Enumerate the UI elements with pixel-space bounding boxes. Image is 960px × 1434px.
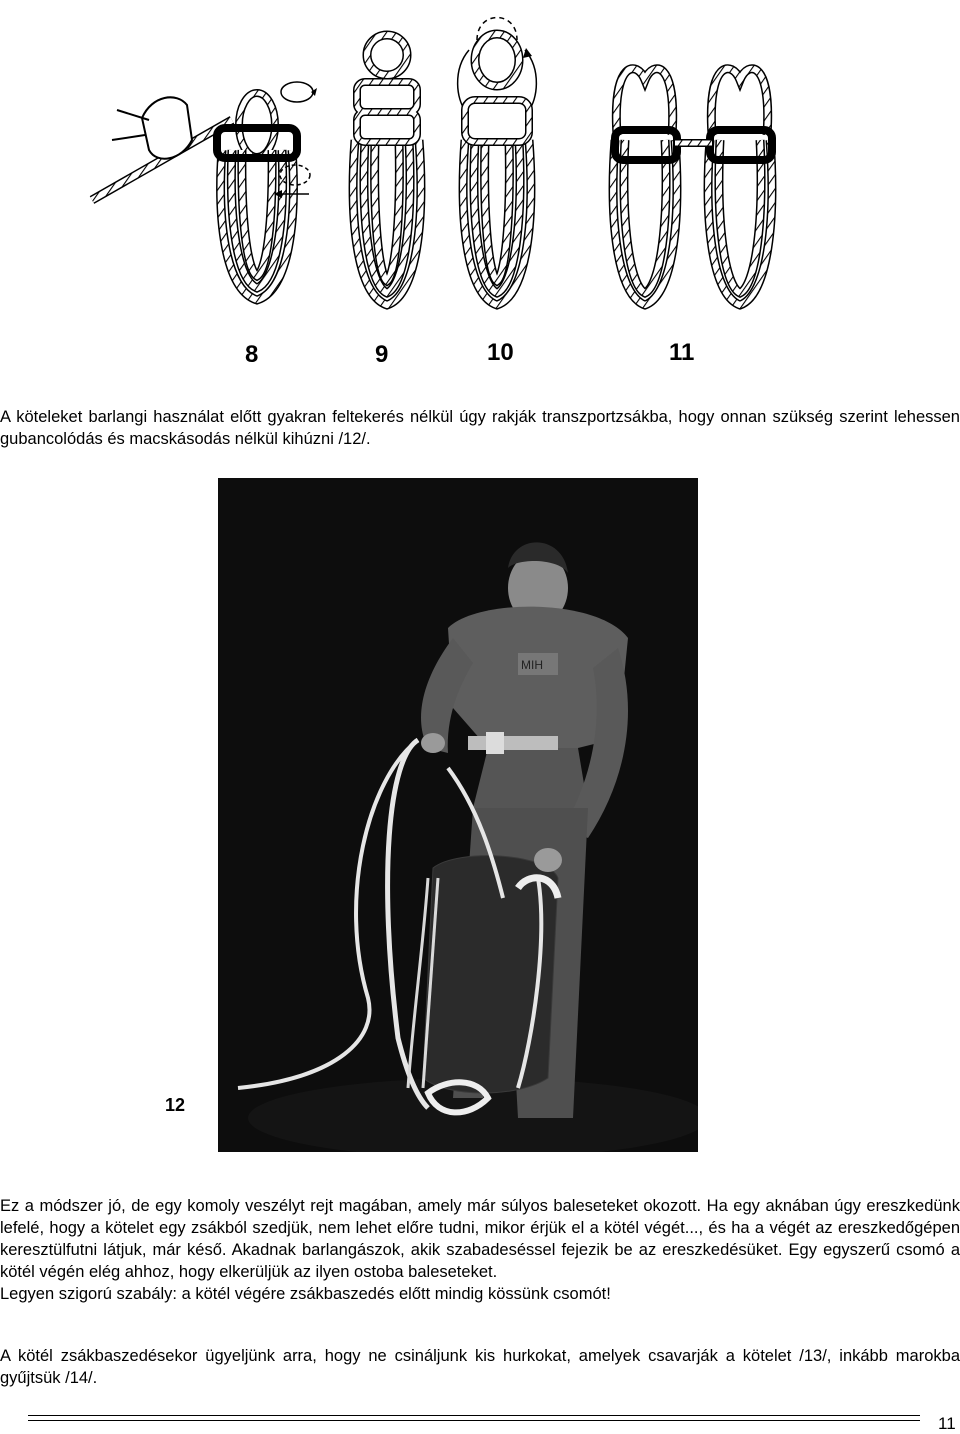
safety-rule: Legyen szigorú szabály: a kötél végére zsákbaszedés előtt mindig kössünk csomót! [0, 1285, 611, 1303]
step-label-8: 8 [245, 341, 259, 368]
packing-advice-paragraph: A kötél zsákbaszedésekor ügyeljünk arra, hogy ne csináljunk kis hurkokat, amelyek csavarják a kötelet /13/, inkább marokba gyűjtsük /14/. [0, 1347, 960, 1387]
caver-packing-rope-photo [218, 478, 698, 1152]
step-label-10: 10 [487, 339, 514, 366]
footer-rule-top [28, 1415, 920, 1416]
intro-paragraph: A köteleket barlangi használat előtt gyakran feltekerés nélkül úgy rakják transzportzsákba, hogy onnan szükség szerint lehessen gubancolódás és macskásodás nélkül kihúzni /12/. [0, 408, 960, 448]
step-label-11: 11 [669, 339, 695, 366]
page-number: 11 [938, 1414, 956, 1433]
warning-paragraph: Ez a módszer jó, de egy komoly veszélyt rejt magában, amely már súlyos baleseteket okozott. Ha egy aknában úgy ereszkedünk lefelé, hogy a kötelet egy zsákból szedjük, nem lehet előre tudni, mikor érjük el a kötél végét..., és ha a végét az ereszkedőgépen keresztülfutni látjuk, már késő. Akadnak barlangászok, akik szabadeséssel fejezik be az ereszkedésüket. Egy egyszerű csomó a kötél végén elég ahhoz, hogy elkerüljük az ilyen ostoba baleseteket. [0, 1197, 960, 1281]
jacket-label: MIH [521, 658, 543, 672]
step-8-drawing [92, 82, 317, 300]
step-11-drawing [613, 69, 772, 305]
footer-rule-bottom [28, 1420, 920, 1421]
step-10-drawing [458, 18, 537, 306]
step-label-9: 9 [375, 341, 389, 368]
warning-section [0, 1195, 960, 1305]
figure-label: 12 [165, 1095, 186, 1115]
rope-coiling-illustration [57, 0, 831, 388]
step-9-drawing [353, 35, 421, 305]
